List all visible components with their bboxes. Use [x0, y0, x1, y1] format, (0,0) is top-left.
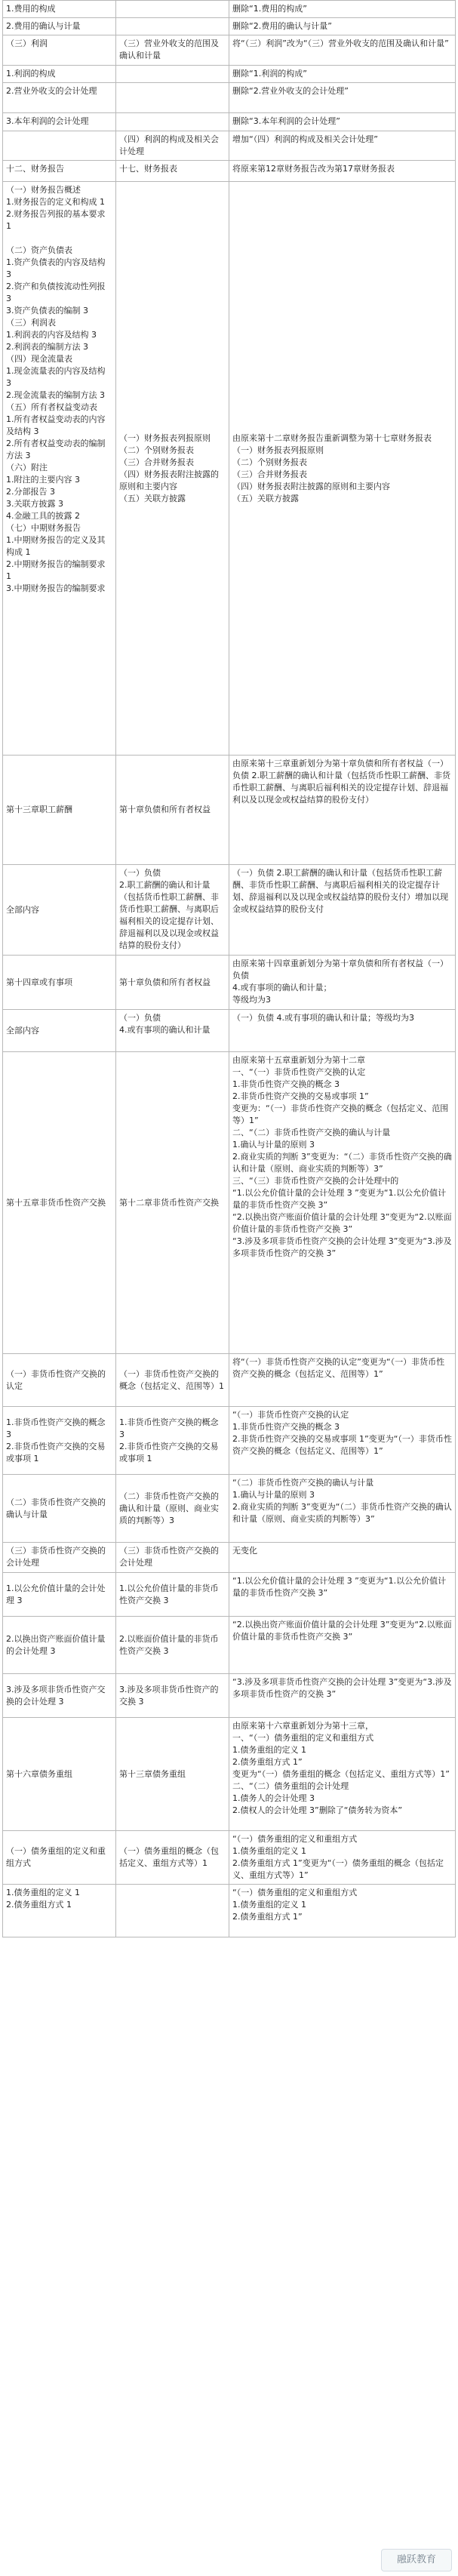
table-row [3, 1718, 456, 1831]
watermark-logo: 融跃教育 [381, 2549, 452, 2571]
new-syllabus-cell [116, 66, 229, 83]
new-syllabus-cell: 3.涉及多项非货币性资产的交换 3 [116, 1674, 229, 1718]
new-syllabus-cell: 第十章负债和所有者权益 [116, 956, 229, 1010]
new-syllabus-cell [116, 18, 229, 35]
change-note-cell: “2.以换出资产账面价值计量的会计处理 3”变更为“2.以账面价值计量的非货币性资产交换 3” [229, 1617, 456, 1674]
table-row [3, 1674, 456, 1718]
old-syllabus-cell: 第十四章或有事项 [3, 956, 116, 1010]
change-note-cell: 删除“3.本年利润的会计处理” [229, 113, 456, 131]
old-syllabus-cell: 1.利润的构成 [3, 66, 116, 83]
table-row [3, 113, 456, 131]
table-body [3, 1, 456, 1937]
new-syllabus-cell: 十七、财务报表 [116, 161, 229, 182]
new-syllabus-cell: （一）负债 2.职工薪酬的确认和计量（包括货币性职工薪酬、非货币性职工薪酬、与离职后福利相关的设定提存计划、辞退福利以及以现金或权益结算的股份支付） [116, 865, 229, 956]
old-syllabus-cell: （一）非货币性资产交换的认定 [3, 1354, 116, 1407]
change-note-cell: 由原来第十四章重新划分为第十章负债和所有者权益（一）负债 4.或有事项的确认和计量； 等级均为3 [229, 956, 456, 1010]
new-syllabus-cell [116, 1885, 229, 1937]
new-syllabus-cell: （四）利润的构成及相关会计处理 [116, 131, 229, 161]
change-note-cell: 由原来第十二章财务报告重新调整为第十七章财务报表（一）财务报表列报原则 （二）个别财务报表 （三）合并财务报表 （四）财务报表附注披露的原则和主要内容 （五）关联方披露 [229, 182, 456, 756]
table-row [3, 1831, 456, 1885]
new-syllabus-cell: （一）非货币性资产交换的概念（包括定义、范围等）1 [116, 1354, 229, 1407]
change-note-cell: “（一）非货币性资产交换的认定 1.非货币性资产交换的概念 3 2.非货币性资产交换的交易或事项 1”变更为“（一）非货币性资产交换的概念（包括定义、范围等）1” [229, 1407, 456, 1475]
old-syllabus-cell: 第十六章债务重组 [3, 1718, 116, 1831]
new-syllabus-cell [116, 1, 229, 18]
new-syllabus-cell: （一）负债 4.或有事项的确认和计量 [116, 1010, 229, 1052]
new-syllabus-cell: 1.以公允价值计量的非货币性资产交换 3 [116, 1573, 229, 1617]
old-syllabus-cell: 2.营业外收支的会计处理 [3, 83, 116, 113]
table-row [3, 1475, 456, 1543]
table-row [3, 1617, 456, 1674]
table-row [3, 83, 456, 113]
table-row [3, 865, 456, 956]
comparison-table [2, 0, 456, 1937]
new-syllabus-cell [116, 83, 229, 113]
old-syllabus-cell: 1.费用的构成 [3, 1, 116, 18]
new-syllabus-cell: 第十二章非货币性资产交换 [116, 1052, 229, 1354]
change-note-cell: 将原来第12章财务报告改为第17章财务报表 [229, 161, 456, 182]
table-row [3, 1, 456, 18]
change-note-cell: “1.以公允价值计量的会计处理 3 ”变更为“1.以公允价值计量的非货币性资产交换 3” [229, 1573, 456, 1617]
change-note-cell: “（一）债务重组的定义和重组方式 1.债务重组的定义 1 2.债务重组方式 1” [229, 1885, 456, 1937]
old-syllabus-cell: （一）债务重组的定义和重组方式 [3, 1831, 116, 1885]
old-syllabus-cell: 1.非货币性资产交换的概念 3 2.非货币性资产交换的交易或事项 1 [3, 1407, 116, 1475]
change-note-cell: （一）负债 4.或有事项的确认和计量；等级均为3 [229, 1010, 456, 1052]
new-syllabus-cell: （一）财务报表列报原则 （二）个别财务报表 （三）合并财务报表 （四）财务报表附注披露的原则和主要内容 （五）关联方披露 [116, 182, 229, 756]
change-note-cell: 由原来第十五章重新划分为第十二章 一、“（一）非货币性资产交换的认定 1.非货币性资产交换的概念 3 2.非货币性资产交换的交易或事项 1” 变更为：“（一）非货币性资产交换的概念（包括定义、范围等）1” 二、“（二）非货币性资产交换的确认与计量 1.确认与计量的原则 3 2.商业实质的判断 3”变更为：“（二）非货币性资产交换的确认和计量（原则、商业实质的判断等）3” 三、“（三）非货币性资产交换的会计处理中的 “1.以公允价值计量的会计处理 3 ”变更为“1.以公允价值计量的非货币性资产交换 3” “2.以换出资产账面价值计量的会计处理 3”变更为“2.以账面价值计量的非货币性资产交换 3” “3.涉及多项非货币性资产交换的会计处理 3”变更为“3.涉及多项非货币性资产的交换 3” [229, 1052, 456, 1354]
change-note-cell: 由原来第十三章重新划分为第十章负债和所有者权益（一）负债 2.职工薪酬的确认和计量（包括货币性职工薪酬、非货币性职工薪酬、与离职后福利相关的设定提存计划、辞退福利以及以现金或权益结算的股份支付） [229, 756, 456, 865]
change-note-cell: “（一）债务重组的定义和重组方式 1.债务重组的定义 1 2.债务重组方式 1”变更为“（一）债务重组的概念（包括定义、重组方式等）1” [229, 1831, 456, 1885]
change-note-cell: 将“（一）非货币性资产交换的认定”变更为“（一）非货币性资产交换的概念（包括定义、范围等）1” [229, 1354, 456, 1407]
old-syllabus-cell: 1.债务重组的定义 1 2.债务重组方式 1 [3, 1885, 116, 1937]
table-row [3, 66, 456, 83]
old-syllabus-cell: 十二、财务报告 [3, 161, 116, 182]
change-note-cell: 删除“1.利润的构成” [229, 66, 456, 83]
old-syllabus-cell [3, 131, 116, 161]
change-note-cell: 删除“1.费用的构成” [229, 1, 456, 18]
old-syllabus-cell: （二）非货币性资产交换的确认与计量 [3, 1475, 116, 1543]
new-syllabus-cell [116, 113, 229, 131]
new-syllabus-cell: （三）营业外收支的范围及确认和计量 [116, 35, 229, 66]
table-row [3, 35, 456, 66]
change-note-cell: “（二）非货币性资产交换的确认与计量 1.确认与计量的原则 3 2.商业实质的判断 3”变更为“（二）非货币性资产交换的确认和计量（原则、商业实质的判断等）3” [229, 1475, 456, 1543]
table-row [3, 1885, 456, 1937]
table-row [3, 18, 456, 35]
change-note-cell: 由原来第十六章重新划分为第十三章， 一、“（一）债务重组的定义和重组方式 1.债务重组的定义 1 2.债务重组方式 1” 变更为“（一）债务重组的概念（包括定义、重组方式等）1” 二、“（二）债务重组的会计处理 1.债务人的会计处理 3 2.债权人的会计处理 3”删除了“债务转为资本” [229, 1718, 456, 1831]
table-row [3, 1543, 456, 1573]
new-syllabus-cell: （二）非货币性资产交换的确认和计量（原则、商业实质的判断等）3 [116, 1475, 229, 1543]
old-syllabus-cell: 1.以公允价值计量的会计处理 3 [3, 1573, 116, 1617]
old-syllabus-cell: 3.涉及多项非货币性资产交换的会计处理 3 [3, 1674, 116, 1718]
old-syllabus-cell: 第十五章非货币性资产交换 [3, 1052, 116, 1354]
new-syllabus-cell: 第十三章债务重组 [116, 1718, 229, 1831]
table-row [3, 1354, 456, 1407]
change-note-cell: 将“（三）利润”改为“（三）营业外收支的范围及确认和计量” [229, 35, 456, 66]
change-note-cell: 删除“2.营业外收支的会计处理” [229, 83, 456, 113]
old-syllabus-cell: 3.本年利润的会计处理 [3, 113, 116, 131]
old-syllabus-cell: 全部内容 [3, 865, 116, 956]
old-syllabus-cell: 全部内容 [3, 1010, 116, 1052]
old-syllabus-cell: （三）非货币性资产交换的会计处理 [3, 1543, 116, 1573]
table-row [3, 1052, 456, 1354]
table-row [3, 956, 456, 1010]
change-note-cell: 删除“2.费用的确认与计量” [229, 18, 456, 35]
old-syllabus-cell: 第十三章职工薪酬 [3, 756, 116, 865]
table-row [3, 1573, 456, 1617]
table-row [3, 756, 456, 865]
table-row [3, 1010, 456, 1052]
old-syllabus-cell: （三）利润 [3, 35, 116, 66]
new-syllabus-cell: （一）债务重组的概念（包括定义、重组方式等）1 [116, 1831, 229, 1885]
new-syllabus-cell: 1.非货币性资产交换的概念 3 2.非货币性资产交换的交易或事项 1 [116, 1407, 229, 1475]
table-row [3, 182, 456, 756]
new-syllabus-cell: 2.以账面价值计量的非货币性资产交换 3 [116, 1617, 229, 1674]
new-syllabus-cell: 第十章负债和所有者权益 [116, 756, 229, 865]
change-note-cell: （一）负债 2.职工薪酬的确认和计量（包括货币性职工薪酬、非货币性职工薪酬、与离职后福利相关的设定提存计划、辞退福利以及以现金或权益结算的股份支付）增加以现金或权益结算的股份支付 [229, 865, 456, 956]
old-syllabus-cell: 2.以换出资产账面价值计量的会计处理 3 [3, 1617, 116, 1674]
change-note-cell: 无变化 [229, 1543, 456, 1573]
new-syllabus-cell: （三）非货币性资产交换的会计处理 [116, 1543, 229, 1573]
old-syllabus-cell: 2.费用的确认与计量 [3, 18, 116, 35]
table-row [3, 131, 456, 161]
change-note-cell: 增加“（四）利润的构成及相关会计处理” [229, 131, 456, 161]
old-syllabus-cell: （一）财务报告概述 1.财务报告的定义和构成 1 2.财务报告列报的基本要求 1 （二）资产负债表 1.资产负债表的内容及结构 3 2.资产和负债按流动性列报 3 3.资产负债表的编制 3 （三）利润表 1.利润表的内容及结构 3 2.利润表的编制方法 3 （四）现金流量表 1.现金流量表的内容及结构 3 2.现金流量表的编制方法 3 （五）所有者权益变动表 1.所有者权益变动表的内容及结构 3 2.所有者权益变动表的编制方法 3 （六）附注 1.附注的主要内容 3 2.分部报告 3 3.关联方披露 3 4.金融工具的披露 2 （七）中期财务报告 1.中期财务报告的定义及其构成 1 2.中期财务报告的编制要求 1 3.中期财务报告的编制要求 [3, 182, 116, 756]
table-row [3, 1407, 456, 1475]
change-note-cell: “3.涉及多项非货币性资产交换的会计处理 3”变更为“3.涉及多项非货币性资产的交换 3” [229, 1674, 456, 1718]
table-row [3, 161, 456, 182]
